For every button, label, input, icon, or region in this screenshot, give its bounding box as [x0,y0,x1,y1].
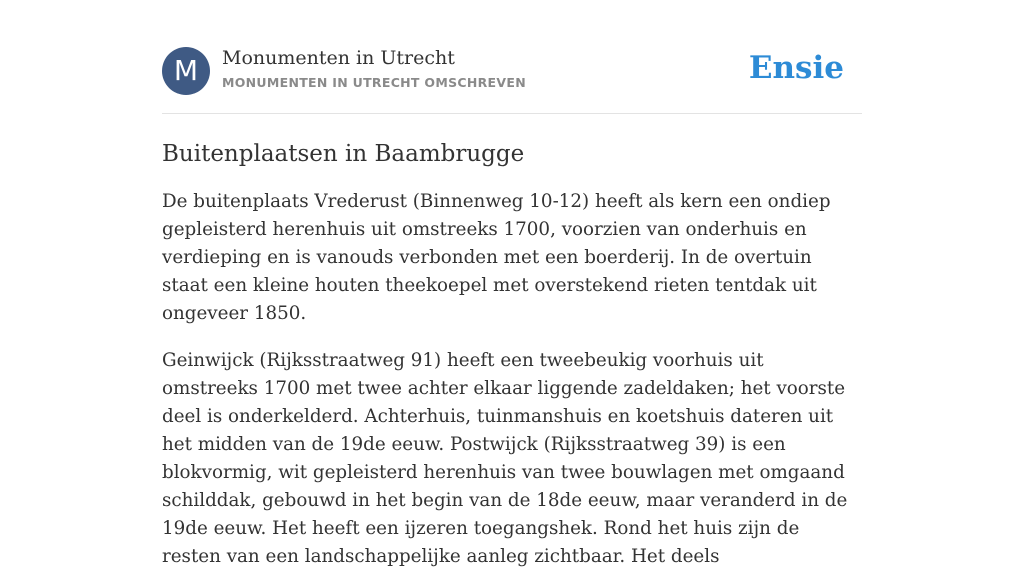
article-paragraph: De buitenplaats Vrederust (Binnenweg 10-12) heeft als kern een ondiep gepleisterd herenhuis uit omstreeks 1700, voorzien van onderhuis en verdieping en is vanouds verbonden met een boerderij. In de overtuin staat een kleine houten theekoepel met overstekend rieten tentdak uit ongeveer 1850. [162,191,831,324]
site-title[interactable]: Monumenten in Utrecht [222,47,455,69]
article-paragraph: Geinwijck (Rijksstraatweg 91) heeft een tweebeukig voorhuis uit omstreeks 1700 met twee achter elkaar liggende zadeldaken; het voorste deel is onderkelderd. Achterhuis, tuinmanshuis en koetshuis dateren uit het midden van de 19de eeuw. Postwijck (Rijksstraatweg 39) is een blokvormig, wit gepleisterd herenhuis van twee bouwlagen met omgaand schilddak, gebouwd in het begin van de 18de eeuw, maar veranderd in de 19de eeuw. Het heeft een ijzeren toegangshek. Rond het huis zijn de resten van een landschappelijke aanleg zichtbaar. Het deels [162,350,848,567]
avatar[interactable]: M [162,47,210,95]
page [162,0,862,571]
site-subtitle: MONUMENTEN IN UTRECHT OMSCHREVEN [222,75,526,90]
ensie-logo-link[interactable]: Ensie [748,50,844,86]
article-title: Buitenplaatsen in Baambrugge [162,141,525,167]
site-header [162,47,862,114]
